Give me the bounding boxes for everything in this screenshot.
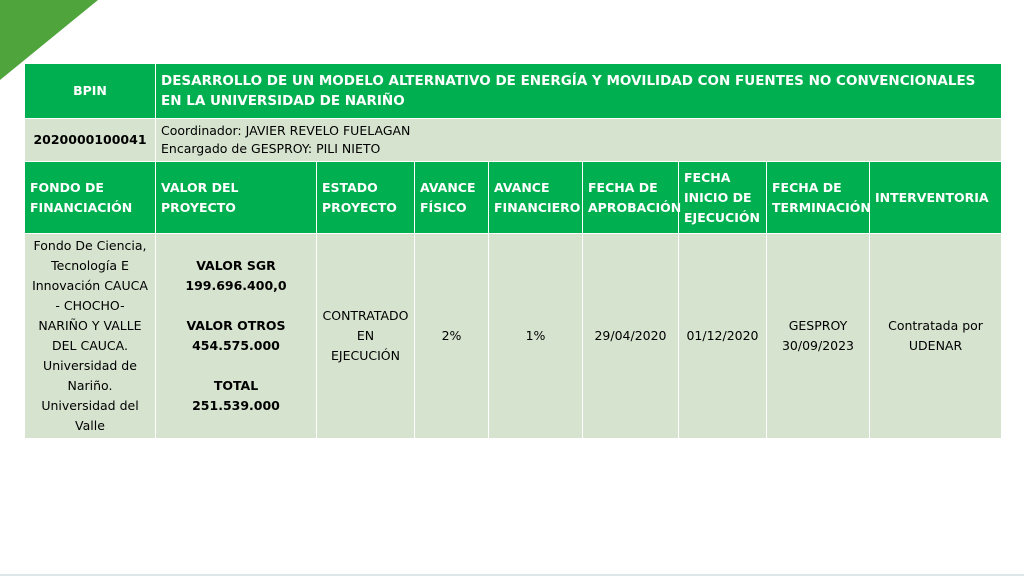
col-avance-fisico: AVANCE FÍSICO (415, 162, 489, 234)
bpin-label: BPIN (25, 64, 156, 119)
avance-financiero-cell: 1% (489, 234, 583, 439)
estado-cell: CONTRATADO EN EJECUCIÓN (317, 234, 415, 439)
total-label: TOTAL (213, 378, 259, 393)
col-fecha-aprobacion: FECHA DE APROBACIÓN (583, 162, 679, 234)
table-row (25, 234, 1002, 439)
title-row (25, 64, 1002, 119)
fecha-aprobacion-cell: 29/04/2020 (583, 234, 679, 439)
responsables (156, 119, 1002, 162)
fondo-cell: Fondo De Ciencia, Tecnología E Innovación CAUCA - CHOCHO- NARIÑO Y VALLE DEL CAUCA. Universidad de Nariño. Universidad del Valle (25, 234, 156, 439)
avance-fisico-cell: 2% (415, 234, 489, 439)
coordinator-text: Coordinador: JAVIER REVELO FUELAGAN (161, 123, 411, 138)
col-fecha-terminacion: FECHA DE TERMINACIÓN (767, 162, 870, 234)
fecha-inicio-cell: 01/12/2020 (679, 234, 767, 439)
interventoria-cell: Contratada por UDENAR (870, 234, 1002, 439)
gesproy-text: Encargado de GESPROY: PILI NIETO (161, 141, 381, 156)
bpin-code: 2020000100041 (25, 119, 156, 162)
col-estado: ESTADO PROYECTO (317, 162, 415, 234)
col-interventoria: INTERVENTORIA (870, 162, 1002, 234)
valor-otros-label: VALOR OTROS (186, 318, 286, 333)
col-fondo: FONDO DE FINANCIACIÓN (25, 162, 156, 234)
valor-sgr: 199.696.400,0 (185, 278, 287, 293)
col-valor: VALOR DEL PROYECTO (156, 162, 317, 234)
col-avance-financiero: AVANCE FINANCIERO (489, 162, 583, 234)
valor-sgr-label: VALOR SGR (196, 258, 276, 273)
valor-cell (156, 234, 317, 439)
project-table (24, 63, 1002, 439)
project-title: DESARROLLO DE UN MODELO ALTERNATIVO DE ENERGÍA Y MOVILIDAD CON FUENTES NO CONVENCIONALES EN LA UNIVERSIDAD DE NARIÑO (156, 64, 1002, 119)
total-value: 251.539.000 (192, 398, 280, 413)
col-fecha-inicio: FECHA INICIO DE EJECUCIÓN (679, 162, 767, 234)
fecha-terminacion-cell: GESPROY 30/09/2023 (767, 234, 870, 439)
valor-otros: 454.575.000 (192, 338, 280, 353)
column-header-row (25, 162, 1002, 234)
info-row (25, 119, 1002, 162)
